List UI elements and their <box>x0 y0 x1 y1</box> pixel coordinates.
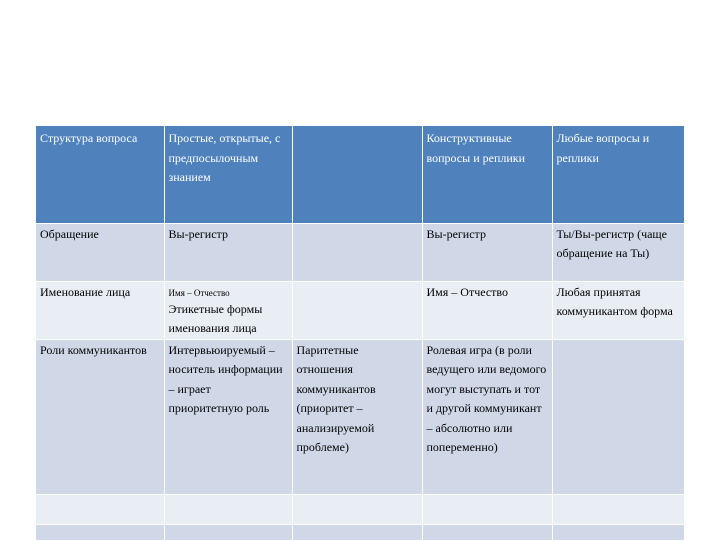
table-cell <box>292 223 422 281</box>
table-cell <box>164 524 292 540</box>
table-cell <box>292 524 422 540</box>
table-cell <box>292 494 422 524</box>
table-cell <box>36 494 164 524</box>
header-cell: Структура вопроса <box>36 126 164 223</box>
table-row <box>36 281 684 339</box>
table-cell: Паритетные отношения коммуникантов (приоритет – анализируемой проблеме) <box>292 339 422 494</box>
table-row <box>36 339 684 494</box>
table-row <box>36 223 684 281</box>
header-cell: Конструктивные вопросы и реплики <box>422 126 552 223</box>
table-cell-text: Этикетные формы именования лица <box>168 301 263 335</box>
table-cell: Ты/Вы-регистр (чаще обращение на Ты) <box>552 223 684 281</box>
table-cell <box>164 281 292 339</box>
table-cell: Обращение <box>36 223 164 281</box>
header-cell: Любые вопросы и реплики <box>552 126 684 223</box>
table-header-row <box>36 126 684 223</box>
table-cell: Имя – Отчество <box>422 281 552 339</box>
table-cell: Интервьюируемый – носитель информации – играет приоритетную роль <box>164 339 292 494</box>
table-cell: Вы-регистр <box>422 223 552 281</box>
header-cell: Простые, открытые, с предпосылочным знанием <box>164 126 292 223</box>
table-cell <box>552 494 684 524</box>
table-row <box>36 524 684 540</box>
table-cell-small-text: Имя – Отчество <box>168 287 230 298</box>
table-cell <box>422 494 552 524</box>
table-cell: Вы-регистр <box>164 223 292 281</box>
header-cell <box>292 126 422 223</box>
table-cell: Ролевая игра (в роли ведущего или ведомого могут выступать и тот и другой коммуникант – абсолютно или попеременно) <box>422 339 552 494</box>
table-row <box>36 494 684 524</box>
table-cell: Роли коммуникантов <box>36 339 164 494</box>
table-cell <box>36 524 164 540</box>
table-cell: Именование лица <box>36 281 164 339</box>
table-cell <box>164 494 292 524</box>
table-cell <box>292 281 422 339</box>
comparison-table <box>36 126 684 541</box>
table-cell <box>552 339 684 494</box>
table-cell <box>552 524 684 540</box>
table-cell <box>422 524 552 540</box>
table-cell: Любая принятая коммуникантом форма <box>552 281 684 339</box>
